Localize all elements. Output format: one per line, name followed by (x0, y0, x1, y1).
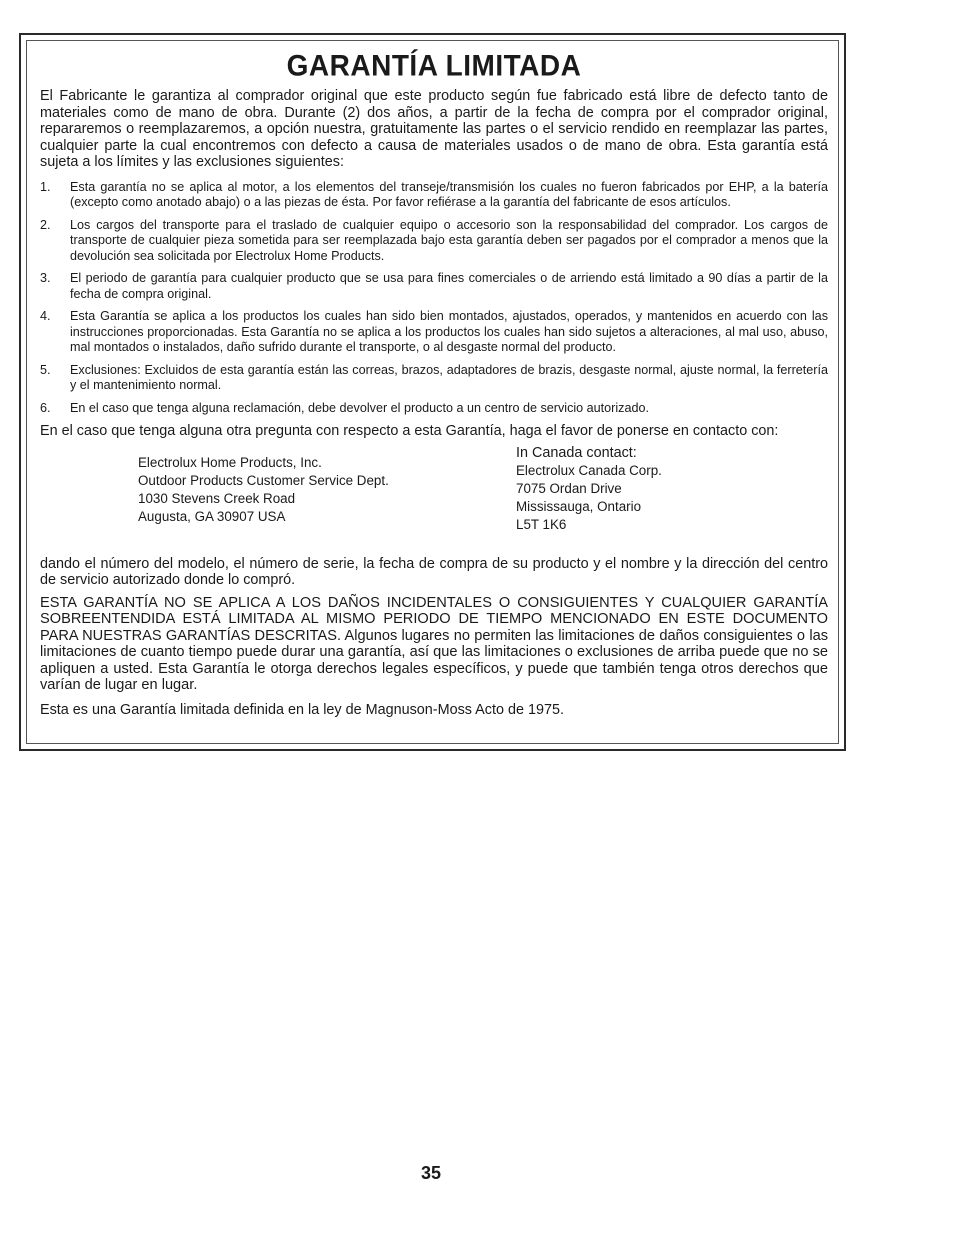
us-address-line: 1030 Stevens Creek Road (138, 490, 296, 506)
list-item (40, 218, 828, 265)
list-item (40, 309, 828, 356)
item-number: 6. (40, 400, 51, 415)
list-item (40, 180, 828, 211)
item-number: 2. (40, 217, 51, 232)
disclaimer-paragraph: ESTA GARANTÍA NO SE APLICA A LOS DAÑOS INCIDENTALES O CONSIGUIENTES Y CUALQUIER GARANTÍA SOBREENTENDIDA ESTÁ LIMITADA AL MISMO PERIODO DE TIEMPO MENCIONADO EN ESTE DOCUMENTO PARA NUESTRAS GARANTÍAS DESCRITAS. Algunos lugares no permiten las limitaciones de daños consiguientes o las limitaciones de cuanto tiempo puede durar una garantía, así que las limitaciones o exclusiones de arriba puede que no se apliquen a usted. Esta Garantía le otorga derechos legales específicos, y puede que también tenga otros derechos que varían de lugar en lugar. (40, 594, 828, 693)
item-text: Esta Garantía se aplica a los productos los cuales han sido bien montados, ajustados, operados, y mantenidos en acuerdo con las instrucciones proporcionadas. Esta Garantía no se aplica a los productos los cuales han sido sujetos a alteraciones, al mal uso, abuso, mal montados o instalados, daño sufrido durante el transporte, o al desgaste normal del producto. (70, 309, 828, 354)
magnuson-moss-note: Esta es una Garantía limitada definida en la ley de Magnuson-Moss Acto de 1975. (40, 701, 564, 718)
canada-address (516, 444, 662, 534)
us-address (138, 454, 389, 526)
item-number: 4. (40, 309, 51, 323)
list-item (40, 271, 828, 302)
canada-address-line: 7075 Ordan Drive (516, 480, 622, 496)
item-text: Esta garantía no se aplica al motor, a los elementos del transeje/transmisión los cuales no fueron fabricados por EHP, a la batería (excepto como anotado abajo) o a las piezas de ésta. Por favor refiérase a la garantía del fabricante de esos artículos. (70, 179, 828, 209)
contact-details-paragraph: dando el número del modelo, el número de serie, la fecha de compra de su producto y el nombre y la dirección del centro de servicio autorizado donde lo compró. (40, 555, 828, 588)
item-number: 1. (40, 179, 51, 194)
page-number: 35 (420, 1163, 442, 1183)
list-item (40, 363, 828, 394)
canada-contact-heading: In Canada contact: (516, 444, 637, 461)
item-number: 5. (40, 362, 51, 377)
item-text: Exclusiones: Excluidos de esta garantía están las correas, brazos, adaptadores de brazis, desgaste normal, ajuste normal, la ferretería y el mantenimiento normal. (70, 362, 828, 392)
canada-address-line: L5T 1K6 (516, 516, 567, 532)
contact-addresses (40, 444, 828, 550)
contact-intro: En el caso que tenga alguna otra pregunta con respecto a esta Garantía, haga el favor de ponerse en contacto con: (40, 423, 779, 439)
exclusions-list (40, 180, 828, 417)
canada-address-line: Mississauga, Ontario (516, 498, 642, 514)
us-address-line: Outdoor Products Customer Service Dept. (138, 472, 389, 488)
item-number: 3. (40, 271, 51, 285)
warranty-section (40, 50, 828, 718)
canada-address-line: Electrolux Canada Corp. (516, 462, 662, 478)
us-address-line: Electrolux Home Products, Inc. (138, 454, 322, 470)
item-text: El periodo de garantía para cualquier producto que se usa para fines comerciales o de arriendo está limitado a 90 días a partir de la fecha de compra original. (70, 271, 828, 301)
page-title: GARANTÍA LIMITADA (286, 49, 582, 82)
us-address-line: Augusta, GA 30907 USA (138, 508, 286, 524)
intro-paragraph: El Fabricante le garantiza al comprador original que este producto según fue fabricado está libre de defecto tanto de materiales como de mano de obra. Durante (2) dos años, a partir de la fecha de compra por el comprador original, repararemos o reemplazaremos, a opción nuestra, gratuitamente las partes o el servicio rendido en reemplazar las partes, cualquier parte la cual encontremos con defecto a causa de materiales usados o de mano de obra. Esta garantía está sujeta a los límites y las exclusiones siguientes: (40, 88, 828, 170)
item-text: Los cargos del transporte para el traslado de cualquier equipo o accesorio son la responsabilidad del comprador. Los cargos de transporte de cualquier pieza sometida para ser reemplazada bajo esta garantía deben ser pagados por el comprador a menos que la devolución sea solicitada por Electrolux Home Products. (70, 217, 828, 263)
item-text: En el caso que tenga alguna reclamación, debe devolver el producto a un centro de servicio autorizado. (70, 400, 649, 415)
list-item (40, 401, 828, 417)
